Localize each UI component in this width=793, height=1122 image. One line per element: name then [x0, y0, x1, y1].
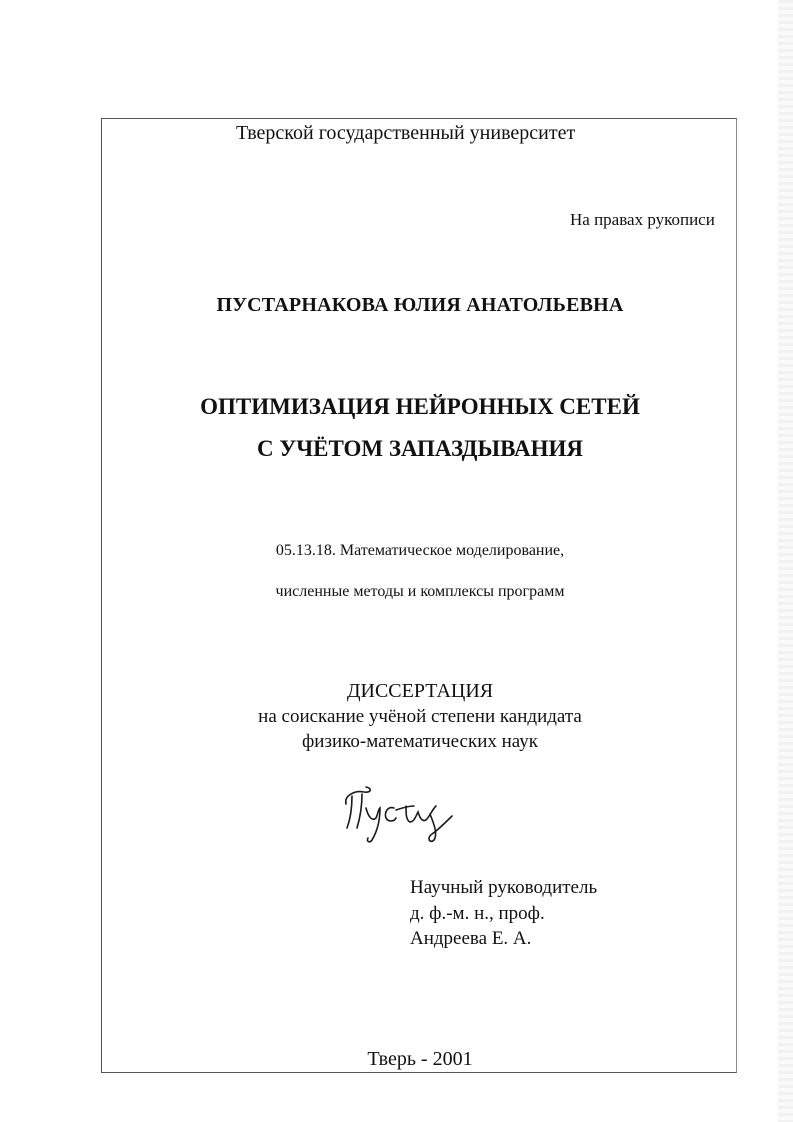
thesis-title-line-1: ОПТИМИЗАЦИЯ НЕЙРОННЫХ СЕТЕЙ — [200, 394, 640, 419]
supervisor-degree: д. ф.-м. н., проф. — [410, 903, 545, 924]
specialty-line-2: численные методы и комплексы программ — [275, 583, 565, 600]
supervisor-name: Андреева Е. А. — [410, 928, 532, 949]
city-year: Тверь - 2001 — [367, 1048, 473, 1070]
rights-note: На правах рукописи — [570, 210, 715, 229]
supervisor-label: Научный руководитель — [410, 877, 598, 898]
university-name: Тверской государственный университет — [236, 122, 576, 144]
field-line: физико-математических наук — [301, 731, 539, 752]
specialty-line-1: 05.13.18. Математическое моделирование, — [275, 542, 565, 559]
author-name: ПУСТАРНАКОВА ЮЛИЯ АНАТОЛЬЕВНА — [216, 294, 624, 316]
scan-edge — [778, 0, 793, 1122]
document-type: ДИССЕРТАЦИЯ — [346, 680, 494, 702]
degree-line: на соискание учёной степени кандидата — [258, 706, 582, 727]
thesis-title-line-2: С УЧЁТОМ ЗАПАЗДЫВАНИЯ — [257, 436, 583, 461]
author-signature — [338, 782, 458, 844]
